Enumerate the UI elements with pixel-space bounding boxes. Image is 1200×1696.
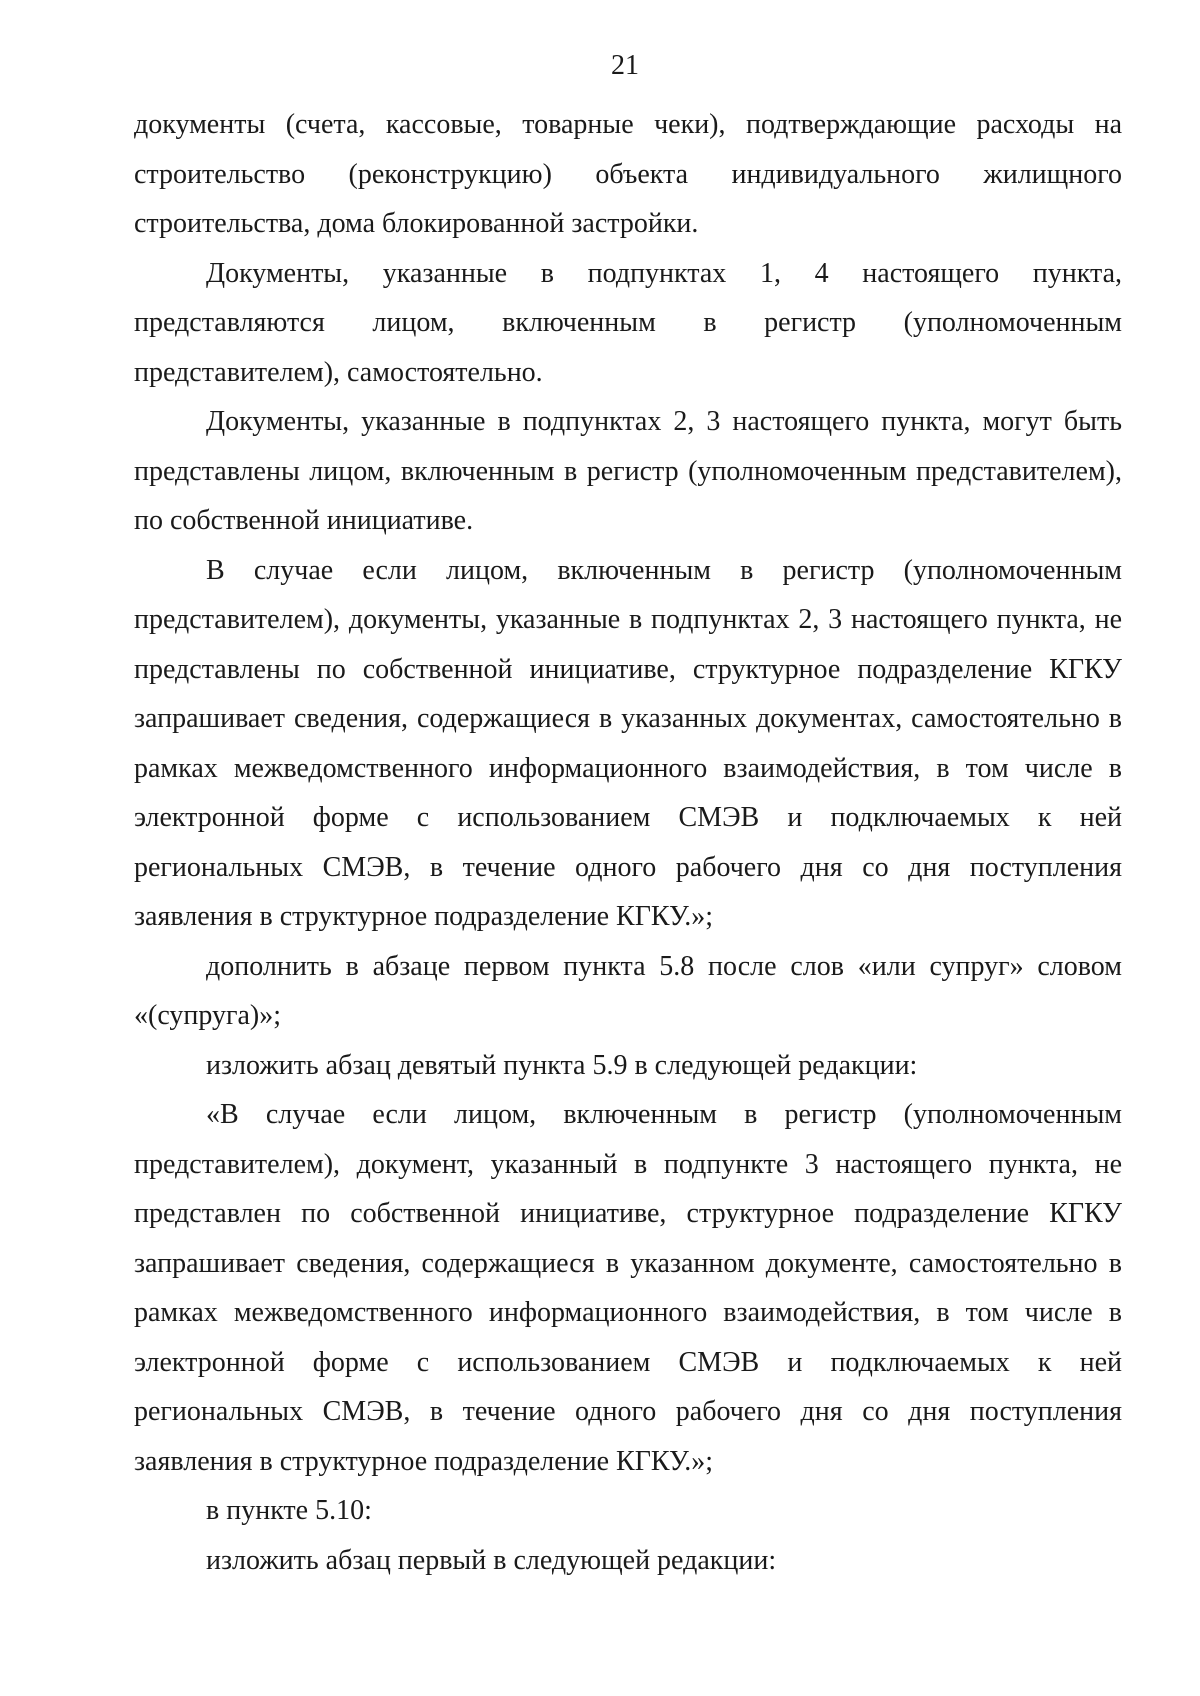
paragraph-subitems-2-3: Документы, указанные в подпунктах 2, 3 настоящего пункта, могут быть представлены лицом, включенным в регистр (уполномоченным представителем), по собственной инициативе. — [134, 406, 1122, 536]
paragraph-interagency-request: В случае если лицом, включенным в регистр (уполномоченным представителем), документы, указанные в подпунктах 2, 3 настоящего пункта, не представлены по собственной инициативе, структурное подразделение КГКУ запрашивает сведения, содержащиеся в указанных документах, самостоятельно в рамках межведомственного информационного взаимодействия, в том числе в электронной форме с использованием СМЭВ и подключаемых к ней региональных СМЭВ, в течение одного рабочего дня со дня поступления заявления в структурное подразделение КГКУ.»; — [134, 554, 1122, 932]
paragraph-documents-expenses: документы (счета, кассовые, товарные чеки), подтверждающие расходы на строительство (реконструкцию) объекта индивидуального жилищного строительства, дома блокированной застройки. — [134, 109, 1122, 239]
paragraph-amend-5-8: дополнить в абзаце первом пункта 5.8 после слов «или супруг» словом «(супруга)»; — [134, 950, 1122, 1031]
paragraph-subitems-1-4: Документы, указанные в подпунктах 1, 4 настоящего пункта, представляются лицом, включенным в регистр (уполномоченным представителем), самостоятельно. — [134, 257, 1122, 388]
paragraph-amend-5-9: изложить абзац девятый пункта 5.9 в следующей редакции: — [206, 1049, 918, 1081]
paragraph-amend-first-abzac: изложить абзац первый в следующей редакции: — [206, 1544, 777, 1576]
page-number: 21 — [611, 50, 639, 81]
document-body — [134, 100, 1122, 1585]
paragraph-item-5-10: в пункте 5.10: — [206, 1495, 372, 1526]
paragraph-new-wording-5-9: «В случае если лицом, включенным в регистр (уполномоченным представителем), документ, указанный в подпункте 3 настоящего пункта, не представлен по собственной инициативе, структурное подразделение КГКУ запрашивает сведения, содержащиеся в указанном документе, самостоятельно в рамках межведомственного информационного взаимодействия, в том числе в электронной форме с использованием СМЭВ и подключаемых к ней региональных СМЭВ, в течение одного рабочего дня со дня поступления заявления в структурное подразделение КГКУ.»; — [134, 1099, 1122, 1477]
